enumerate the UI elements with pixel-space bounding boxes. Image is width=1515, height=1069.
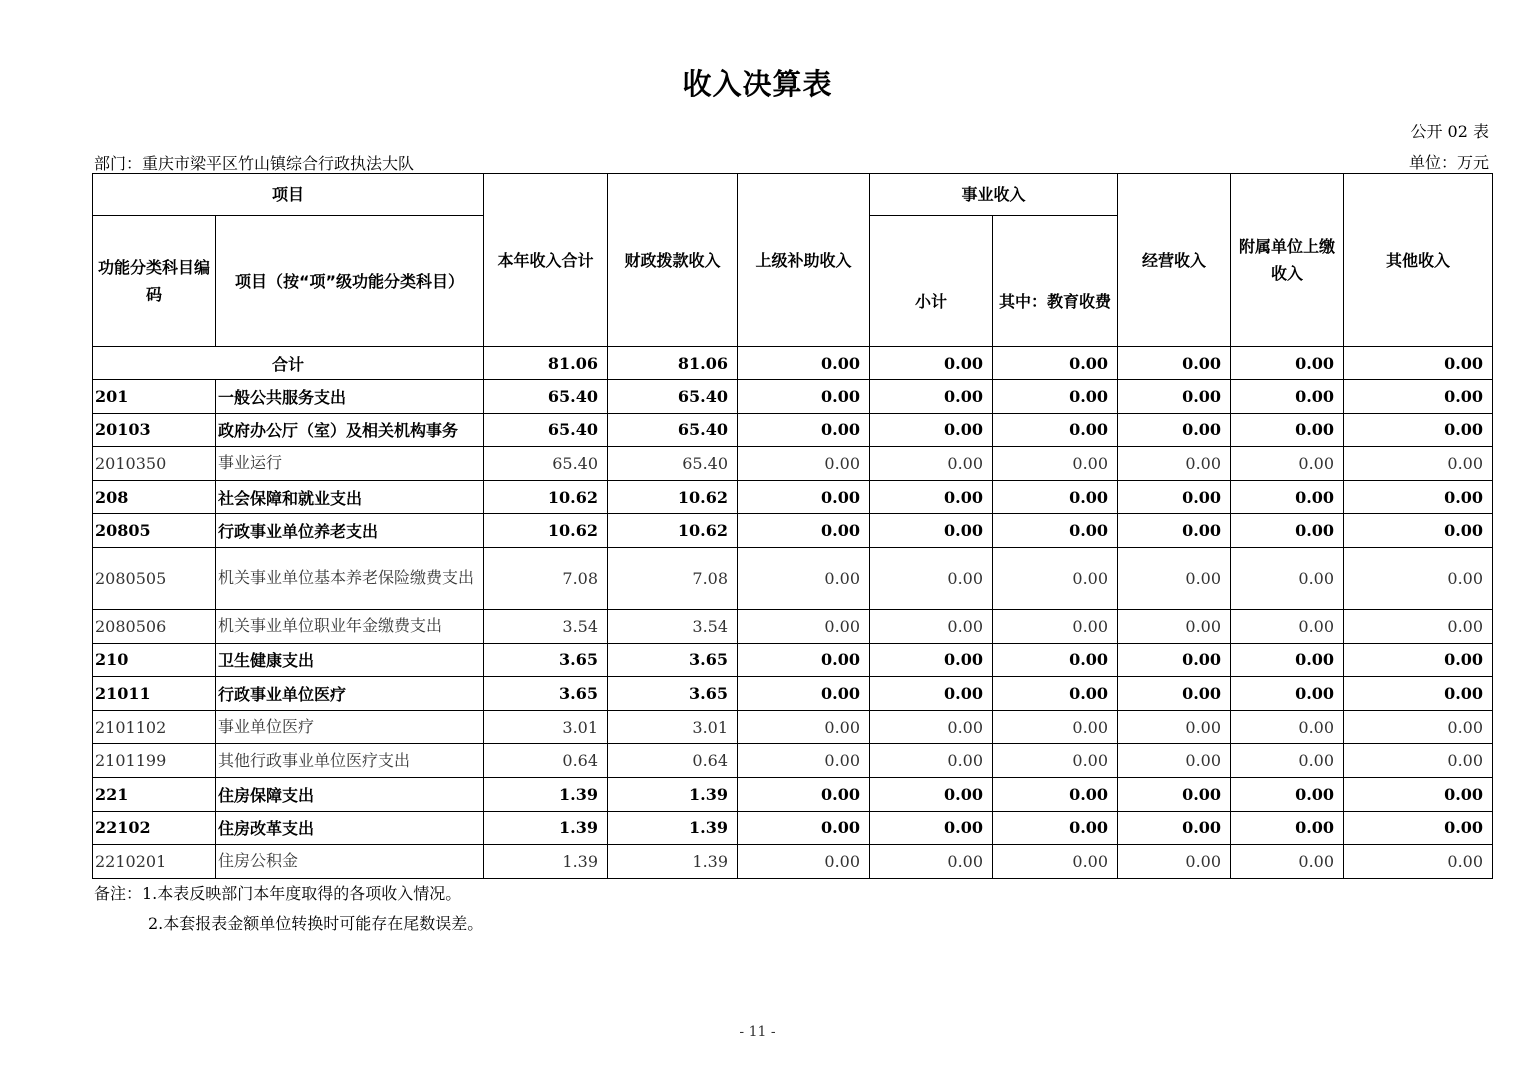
- row-value: 3.65: [484, 677, 608, 711]
- table-row: [93, 380, 1493, 414]
- row-value: 65.40: [484, 413, 608, 447]
- table-row: [93, 777, 1493, 811]
- row-value: 0.00: [1231, 447, 1344, 481]
- row-value: 0.00: [1118, 777, 1231, 811]
- row-value: 0.00: [1231, 413, 1344, 447]
- row-value: 0.00: [1344, 744, 1493, 778]
- row-value: 1.39: [484, 811, 608, 845]
- row-value: 3.01: [484, 710, 608, 744]
- total-value: 0.00: [993, 347, 1118, 380]
- total-value: 0.00: [870, 347, 993, 380]
- table-row: [93, 811, 1493, 845]
- row-value: 0.00: [738, 677, 870, 711]
- row-value: 0.00: [1344, 413, 1493, 447]
- row-value: 0.64: [608, 744, 738, 778]
- row-value: 0.00: [738, 413, 870, 447]
- table-row: [93, 547, 1493, 609]
- row-value: 0.00: [738, 643, 870, 677]
- form-number: 公开 02 表: [1410, 122, 1489, 141]
- row-value: 0.00: [1231, 609, 1344, 643]
- row-name: 住房公积金: [216, 845, 484, 879]
- row-value: 0.00: [1344, 447, 1493, 481]
- row-value: 0.00: [993, 447, 1118, 481]
- row-value: 0.00: [1231, 380, 1344, 414]
- row-value: 0.00: [1344, 514, 1493, 548]
- row-value: 0.00: [870, 744, 993, 778]
- row-value: 0.00: [1231, 643, 1344, 677]
- row-value: 0.00: [1344, 547, 1493, 609]
- row-code: 210: [93, 643, 216, 677]
- total-row: [93, 347, 1493, 380]
- row-value: 0.00: [870, 380, 993, 414]
- row-name: 事业单位医疗: [216, 710, 484, 744]
- row-value: 7.08: [484, 547, 608, 609]
- header-business-income: 经营收入: [1118, 174, 1231, 347]
- header-education-fee: 其中：教育收费: [993, 216, 1118, 347]
- row-value: 0.00: [738, 380, 870, 414]
- total-value: 0.00: [1118, 347, 1231, 380]
- row-value: 0.00: [1118, 514, 1231, 548]
- row-value: 0.00: [1344, 845, 1493, 879]
- row-value: 0.00: [1118, 845, 1231, 879]
- row-value: 0.00: [1231, 677, 1344, 711]
- row-value: 0.00: [1344, 811, 1493, 845]
- row-code: 2080505: [93, 547, 216, 609]
- page-number: - 11 -: [739, 1024, 776, 1040]
- row-value: 0.00: [993, 710, 1118, 744]
- row-value: 0.00: [1231, 777, 1344, 811]
- row-name: 行政事业单位养老支出: [216, 514, 484, 548]
- row-code: 20103: [93, 413, 216, 447]
- row-code: 2210201: [93, 845, 216, 879]
- total-value: 0.00: [738, 347, 870, 380]
- row-value: 0.00: [993, 480, 1118, 514]
- row-value: 0.00: [870, 710, 993, 744]
- row-value: 0.00: [1118, 413, 1231, 447]
- row-value: 0.00: [1344, 677, 1493, 711]
- row-name: 行政事业单位医疗: [216, 677, 484, 711]
- row-value: 0.00: [993, 643, 1118, 677]
- row-code: 21011: [93, 677, 216, 711]
- row-name: 一般公共服务支出: [216, 380, 484, 414]
- note-1: 备注：1.本表反映部门本年度取得的各项收入情况。: [94, 884, 462, 903]
- row-value: 0.00: [1231, 744, 1344, 778]
- row-value: 0.00: [1344, 777, 1493, 811]
- row-value: 0.00: [738, 710, 870, 744]
- row-value: 3.65: [484, 643, 608, 677]
- row-value: 0.00: [738, 744, 870, 778]
- row-value: 0.00: [870, 609, 993, 643]
- table-row: [93, 643, 1493, 677]
- row-code: 2101102: [93, 710, 216, 744]
- row-value: 65.40: [608, 413, 738, 447]
- total-value: 0.00: [1231, 347, 1344, 380]
- row-value: 0.00: [870, 480, 993, 514]
- header-other-income: 其他收入: [1344, 174, 1493, 347]
- row-value: 10.62: [484, 480, 608, 514]
- row-value: 0.00: [1344, 380, 1493, 414]
- note-2: 2.本套报表金额单位转换时可能存在尾数误差。: [148, 914, 484, 933]
- row-value: 10.62: [484, 514, 608, 548]
- row-value: 0.00: [870, 811, 993, 845]
- row-value: 10.62: [608, 514, 738, 548]
- row-code: 22102: [93, 811, 216, 845]
- row-value: 0.00: [1118, 710, 1231, 744]
- unit-label: 单位：万元: [1408, 153, 1489, 172]
- header-name: 项目（按“项”级功能分类科目）: [216, 216, 484, 347]
- total-value: 81.06: [484, 347, 608, 380]
- row-value: 7.08: [608, 547, 738, 609]
- table-row: [93, 710, 1493, 744]
- row-value: 3.65: [608, 643, 738, 677]
- table-row: [93, 845, 1493, 879]
- row-value: 0.00: [1118, 447, 1231, 481]
- row-value: 0.00: [870, 845, 993, 879]
- header-affiliated-income: 附属单位上缴收入: [1231, 174, 1344, 347]
- total-label: 合计: [93, 347, 484, 380]
- row-value: 0.00: [1118, 380, 1231, 414]
- row-value: 1.39: [608, 777, 738, 811]
- row-code: 20805: [93, 514, 216, 548]
- row-value: 1.39: [608, 845, 738, 879]
- row-value: 0.00: [738, 609, 870, 643]
- row-value: 0.00: [870, 514, 993, 548]
- row-value: 0.00: [1231, 811, 1344, 845]
- row-value: 0.00: [1118, 480, 1231, 514]
- row-value: 1.39: [484, 845, 608, 879]
- row-value: 0.00: [993, 777, 1118, 811]
- row-value: 0.00: [1344, 609, 1493, 643]
- table-row: [93, 514, 1493, 548]
- row-value: 65.40: [484, 447, 608, 481]
- header-career-income: 事业收入: [870, 174, 1118, 216]
- table-row: [93, 447, 1493, 481]
- row-value: 0.00: [1231, 845, 1344, 879]
- row-value: 0.00: [993, 811, 1118, 845]
- row-value: 0.00: [993, 845, 1118, 879]
- row-value: 0.00: [1118, 609, 1231, 643]
- row-value: 0.00: [1118, 643, 1231, 677]
- row-value: 10.62: [608, 480, 738, 514]
- row-value: 0.00: [738, 811, 870, 845]
- row-value: 0.00: [738, 514, 870, 548]
- row-name: 住房改革支出: [216, 811, 484, 845]
- row-name: 事业运行: [216, 447, 484, 481]
- header-superior-subsidy: 上级补助收入: [738, 174, 870, 347]
- row-value: 0.00: [1344, 643, 1493, 677]
- row-value: 3.54: [484, 609, 608, 643]
- row-value: 65.40: [608, 380, 738, 414]
- row-code: 2101199: [93, 744, 216, 778]
- row-value: 0.00: [993, 514, 1118, 548]
- row-value: 0.00: [870, 413, 993, 447]
- row-value: 0.00: [993, 744, 1118, 778]
- row-value: 0.00: [738, 480, 870, 514]
- row-value: 0.00: [738, 777, 870, 811]
- row-value: 3.01: [608, 710, 738, 744]
- row-value: 1.39: [608, 811, 738, 845]
- table-row: [93, 677, 1493, 711]
- row-value: 0.00: [1231, 547, 1344, 609]
- row-name: 政府办公厅（室）及相关机构事务: [216, 413, 484, 447]
- row-value: 0.00: [870, 547, 993, 609]
- row-value: 0.00: [870, 643, 993, 677]
- row-value: 0.00: [1344, 710, 1493, 744]
- row-value: 65.40: [608, 447, 738, 481]
- row-code: 208: [93, 480, 216, 514]
- row-name: 卫生健康支出: [216, 643, 484, 677]
- row-value: 1.39: [484, 777, 608, 811]
- row-value: 3.54: [608, 609, 738, 643]
- row-value: 0.00: [1231, 480, 1344, 514]
- row-value: 0.00: [738, 547, 870, 609]
- header-subtotal: 小计: [870, 216, 993, 347]
- row-value: 0.00: [993, 413, 1118, 447]
- row-value: 0.00: [1231, 514, 1344, 548]
- total-value: 0.00: [1344, 347, 1493, 380]
- header-code: 功能分类科目编码: [93, 216, 216, 347]
- row-value: 0.00: [993, 547, 1118, 609]
- row-value: 0.00: [1118, 547, 1231, 609]
- row-code: 2080506: [93, 609, 216, 643]
- row-code: 201: [93, 380, 216, 414]
- row-value: 0.00: [1344, 480, 1493, 514]
- table-row: [93, 413, 1493, 447]
- row-value: 0.00: [993, 609, 1118, 643]
- row-name: 机关事业单位基本养老保险缴费支出: [216, 547, 484, 609]
- row-code: 221: [93, 777, 216, 811]
- row-value: 0.00: [1118, 744, 1231, 778]
- header-row-1: [93, 174, 1493, 216]
- row-name: 社会保障和就业支出: [216, 480, 484, 514]
- department-label: 部门：重庆市梁平区竹山镇综合行政执法大队: [94, 154, 415, 173]
- row-value: 0.00: [1118, 811, 1231, 845]
- row-value: 0.00: [870, 777, 993, 811]
- row-value: 0.64: [484, 744, 608, 778]
- row-value: 0.00: [1118, 677, 1231, 711]
- row-code: 2010350: [93, 447, 216, 481]
- table-row: [93, 609, 1493, 643]
- total-value: 81.06: [608, 347, 738, 380]
- table-row: [93, 744, 1493, 778]
- row-value: 65.40: [484, 380, 608, 414]
- header-total-income: 本年收入合计: [484, 174, 608, 347]
- row-value: 0.00: [993, 380, 1118, 414]
- header-item: 项目: [93, 174, 484, 216]
- row-value: 0.00: [870, 447, 993, 481]
- row-value: 0.00: [993, 677, 1118, 711]
- row-name: 住房保障支出: [216, 777, 484, 811]
- row-value: 0.00: [738, 447, 870, 481]
- row-name: 机关事业单位职业年金缴费支出: [216, 609, 484, 643]
- row-name: 其他行政事业单位医疗支出: [216, 744, 484, 778]
- income-table: [92, 173, 1493, 879]
- row-value: 0.00: [1231, 710, 1344, 744]
- page-title: 收入决算表: [682, 67, 833, 101]
- table-row: [93, 480, 1493, 514]
- row-value: 3.65: [608, 677, 738, 711]
- row-value: 0.00: [870, 677, 993, 711]
- row-value: 0.00: [738, 845, 870, 879]
- header-fiscal: 财政拨款收入: [608, 174, 738, 347]
